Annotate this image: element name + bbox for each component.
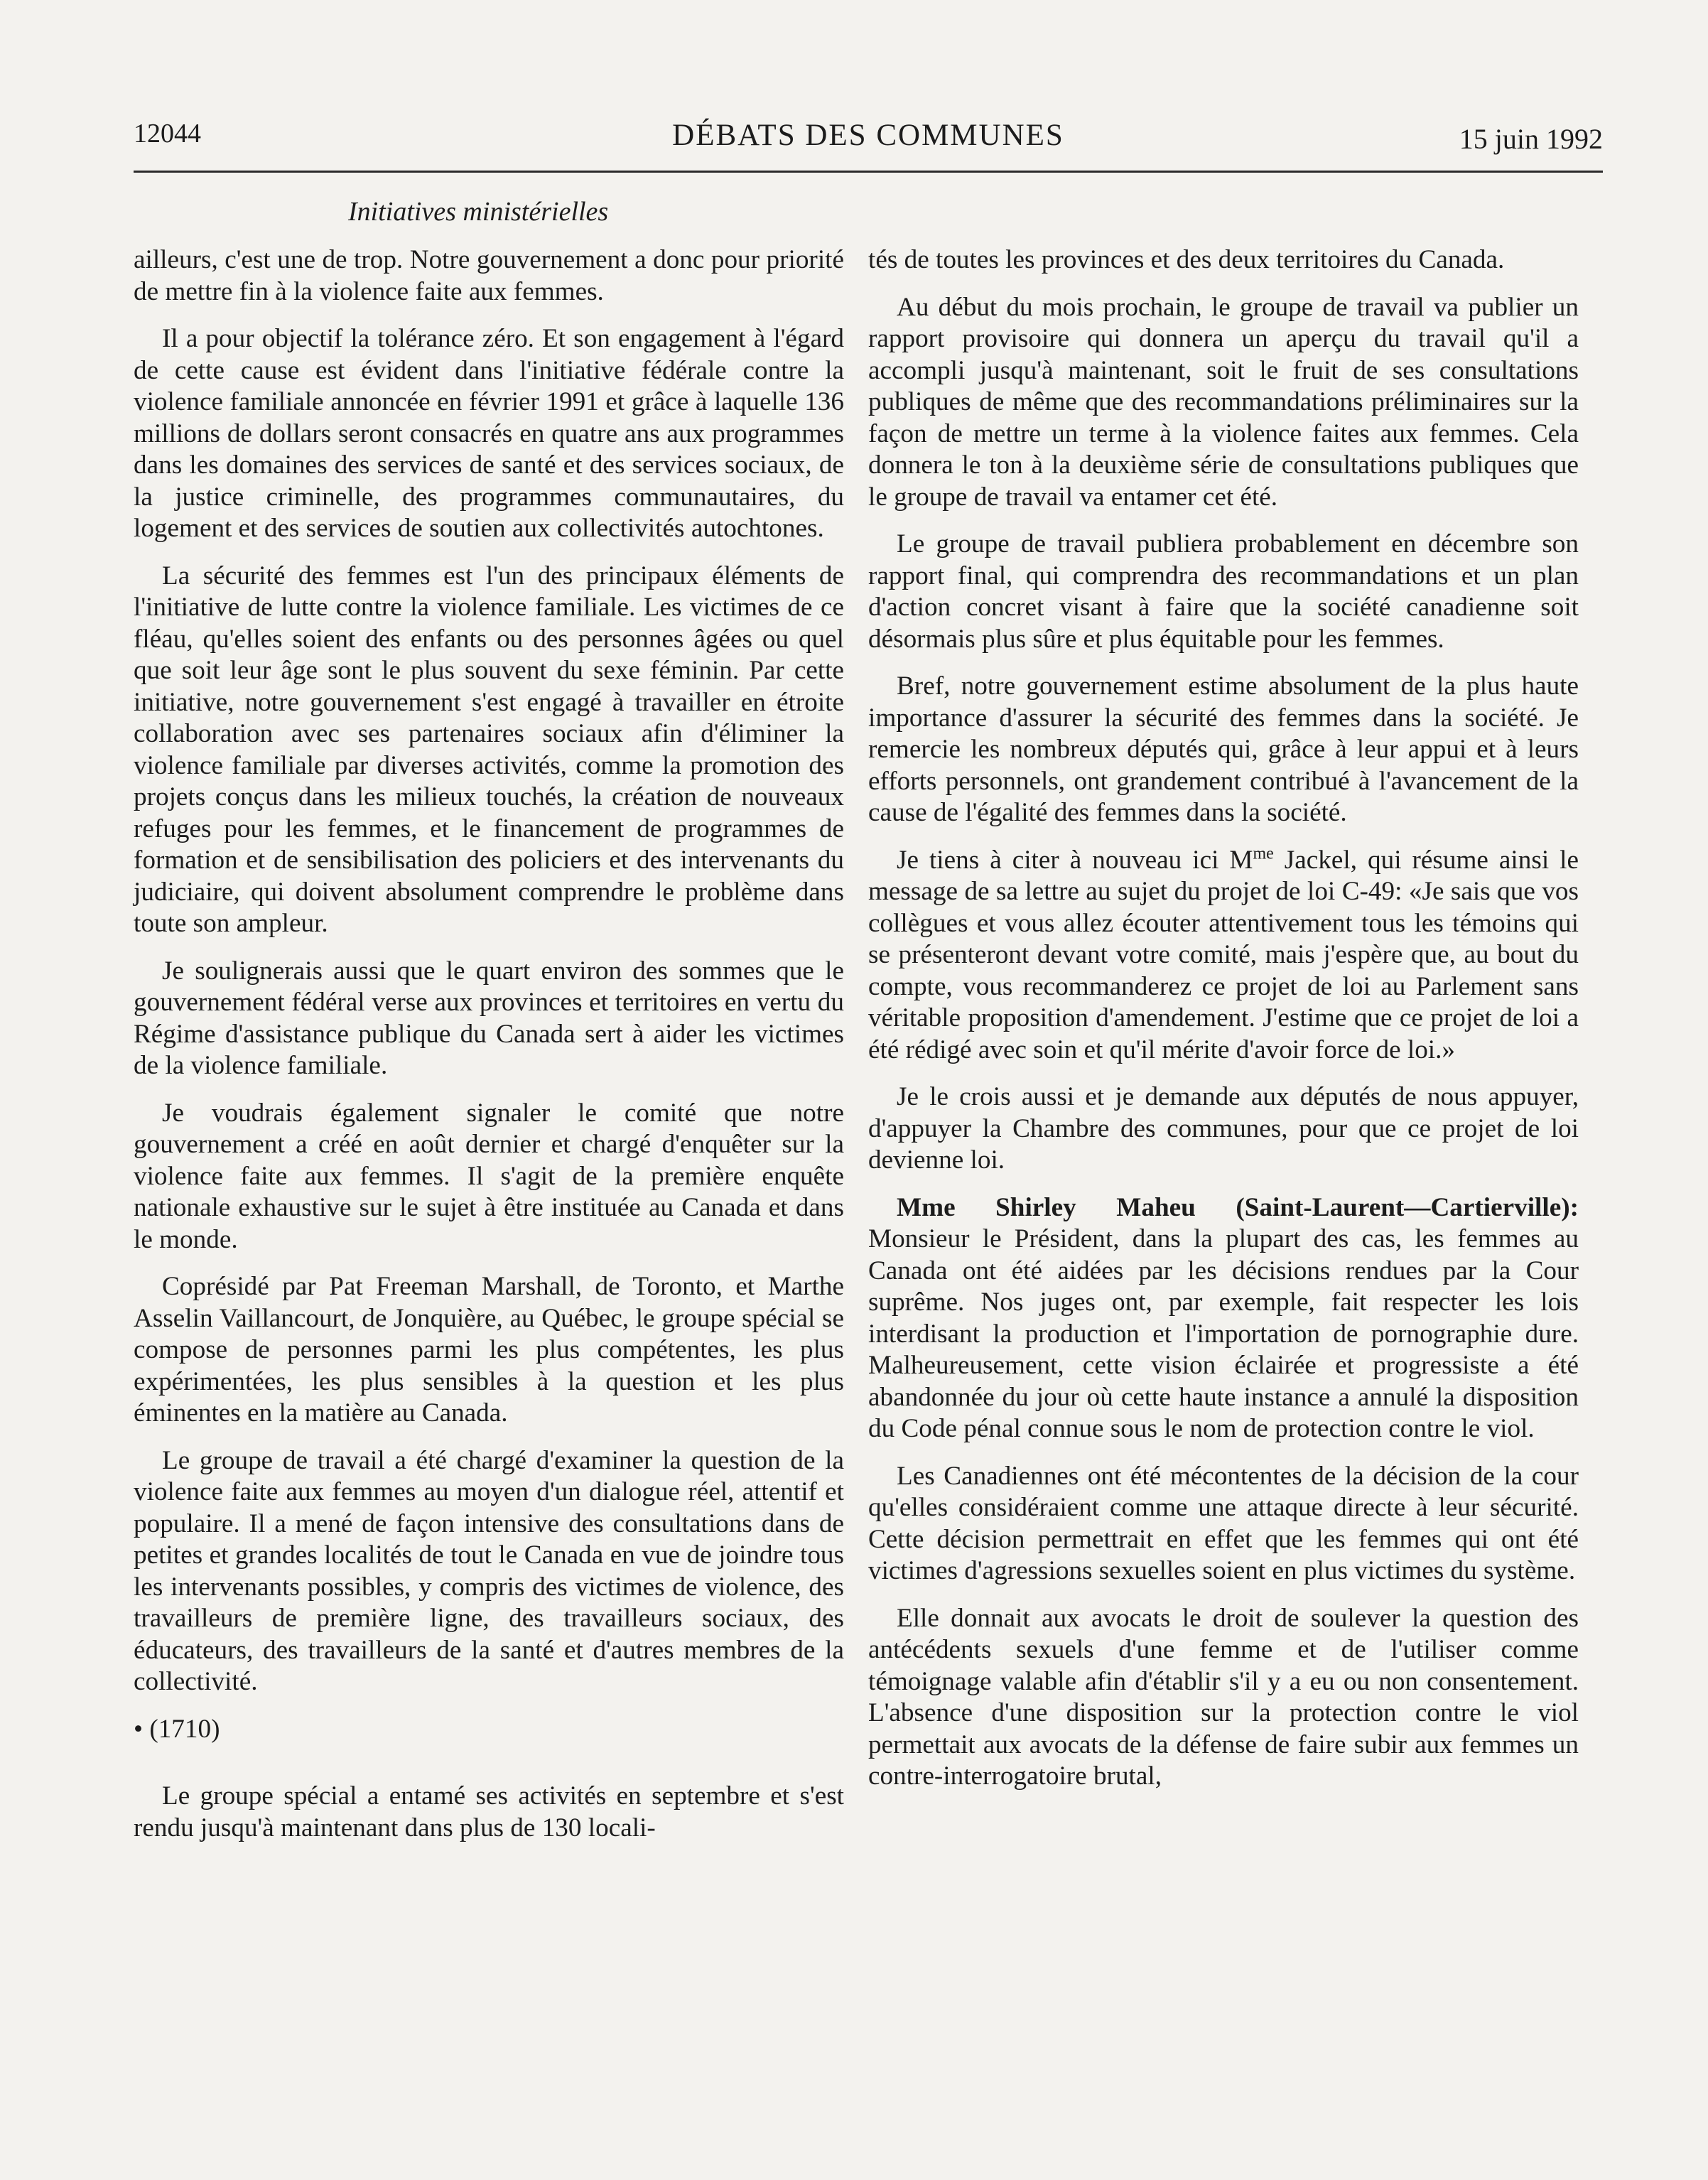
- speech-paragraph: [868, 1192, 1579, 1445]
- paragraph: Elle donnait aux avocats le droit de soulever la question des antécédents sexuels d'une femme et de l'utiliser comme témoignage valable afin d'établir s'il y a eu ou non consentement. L'absence d'une disposition sur la protection contre le viol permettait aux avocats de la défense de faire subir aux femmes un contre-interrogatoire brutal,: [868, 1603, 1579, 1791]
- paragraph: Je le crois aussi et je demande aux députés de nous appuyer, d'appuyer la Chambre des communes, pour que ce projet de loi devienne loi.: [868, 1082, 1579, 1175]
- paragraph: Bref, notre gouvernement estime absolument de la plus haute importance d'assurer la sécurité des femmes dans la société. Je remercie les nombreux députés qui, grâce à leur appui et à leurs efforts personnels, ont grandement contribué à l'avancement de la cause de l'égalité des femmes dans la société.: [868, 671, 1579, 827]
- paragraph: Le groupe spécial a entamé ses activités en septembre et s'est rendu jusqu'à maintenant dans plus de 130 locali-: [134, 1781, 844, 1842]
- page-header: [134, 114, 1603, 173]
- paragraph: Le groupe de travail publiera probablement en décembre son rapport final, qui comprendra des recommandations et un plan d'action concret visant à faire que la société canadienne soit désormais plus sûre et plus équitable pour les femmes.: [868, 529, 1579, 654]
- paragraph: Les Canadiennes ont été mécontentes de la décision de la cour qu'elles considéraient comme une attaque directe à leur sécurité. Cette décision permettrait en effet que les femmes qui ont été victimes d'agressions sexuelles soient en plus victimes du système.: [868, 1461, 1579, 1585]
- speaker-name: Mme Shirley Maheu (Saint-Laurent—Cartierville):: [897, 1192, 1579, 1222]
- paragraph: [868, 845, 1579, 1067]
- right-column: [868, 244, 1579, 1808]
- page-number: 12044: [134, 119, 201, 149]
- superscript: me: [1253, 844, 1274, 863]
- paragraph: La sécurité des femmes est l'un des principaux éléments de l'initiative de lutte contre la violence familiale. Les victimes de ce fléau, qu'elles soient des enfants ou des personnes âgées ou quel que soit leur âge sont le plus souvent du sexe féminin. Par cette initiative, notre gouvernement s'est engagé à travailler en étroite collaboration avec ses partenaires sociaux afin d'éliminer la violence familiale par diverses activités, comme la promotion des projets conçus dans les milieux touchés, la création de nouveaux refuges pour les femmes, et le financement de programmes de formation et de sensibilisation des policiers et des intervenants du judiciaire, qui doivent absolument comprendre le problème dans toute son ampleur.: [134, 561, 844, 938]
- paragraph: Il a pour objectif la tolérance zéro. Et son engagement à l'égard de cette cause est évident dans l'initiative fédérale contre la violence familiale annoncée en février 1991 et grâce à laquelle 136 millions de dollars seront consacrés en quatre ans aux programmes dans les domaines des services de santé et des services sociaux, de la justice criminelle, des programmes communautaires, du logement et des services de soutien aux collectivités autochtones.: [134, 324, 844, 543]
- paragraph: Je voudrais également signaler le comité que notre gouvernement a créé en août dernier et chargé d'enquêter sur la violence faite aux femmes. Il s'agit de la première enquête nationale exhaustive sur le sujet à être instituée au Canada et dans le monde.: [134, 1098, 844, 1254]
- paragraph: Le groupe de travail a été chargé d'examiner la question de la violence faite aux femmes au moyen d'un dialogue réel, attentif et populaire. Il a mené de façon intensive des consultations dans de petites et grandes localités de tout le Canada en vue de joindre tous les intervenants possibles, y compris des victimes de violence, des travailleurs de première ligne, des travailleurs sociaux, des éducateurs, des travailleurs de la santé et d'autres membres de la collectivité.: [134, 1445, 844, 1696]
- section-title: Initiatives ministérielles: [348, 197, 609, 227]
- paragraph-text: Monsieur le Président, dans la plupart des cas, les femmes au Canada ont été aidées par les décisions rendues par la Cour suprême. Nos juges ont, par exemple, fait respecter les lois interdisant la production et l'importation de pornographie dure. Malheureusement, cette vision éclairée et progressiste a été abandonnée du jour où cette haute instance a annulé la disposition du Code pénal connue sous le nom de protection contre le viol.: [868, 1224, 1579, 1443]
- time-marker: • (1710): [134, 1714, 220, 1744]
- paragraph: Au début du mois prochain, le groupe de travail va publier un rapport provisoire qui donnera un aperçu du travail qu'il a accompli jusqu'à maintenant, soit le fruit de ses consultations publiques de même que des recommandations préliminaires sur la façon de mettre un terme à la violence faites aux femmes. Cela donnera le ton à la deuxième série de consultations publiques que le groupe de travail va entamer cet été.: [868, 292, 1579, 512]
- paragraph-text: Jackel, qui résume ainsi le message de sa lettre au sujet du projet de loi C-49: «Je sais que vos collègues et vous allez écouter attentivement tous les témoins qui se présenteront devant votre comité, mais j'espère que, au bout du compte, vous recommanderez ce projet de loi au Parlement sans véritable proposition d'amendement. J'estime que ce projet de loi a été rédigé avec soin et qu'il mérite d'avoir force de loi.»: [868, 845, 1579, 1064]
- paragraph-text: Je tiens à citer à nouveau ici M: [897, 845, 1253, 875]
- paragraph: tés de toutes les provinces et des deux territoires du Canada.: [868, 245, 1505, 274]
- paragraph: ailleurs, c'est une de trop. Notre gouvernement a donc pour priorité de mettre fin à la violence faite aux femmes.: [134, 245, 844, 306]
- left-column: [134, 244, 844, 1860]
- paragraph: Coprésidé par Pat Freeman Marshall, de Toronto, et Marthe Asselin Vaillancourt, de Jonquière, au Québec, le groupe spécial se compose de personnes parmi les plus compétentes, les plus expérimentées, les plus sensibles à la question et les plus éminentes en la matière au Canada.: [134, 1272, 844, 1428]
- publication-date: 15 juin 1992: [1459, 123, 1603, 155]
- paragraph: Je soulignerais aussi que le quart environ des sommes que le gouvernement fédéral verse aux provinces et territoires en vertu du Régime d'assistance publique du Canada sert à aider les victimes de la violence familiale.: [134, 956, 844, 1080]
- journal-title: DÉBATS DES COMMUNES: [672, 119, 1064, 152]
